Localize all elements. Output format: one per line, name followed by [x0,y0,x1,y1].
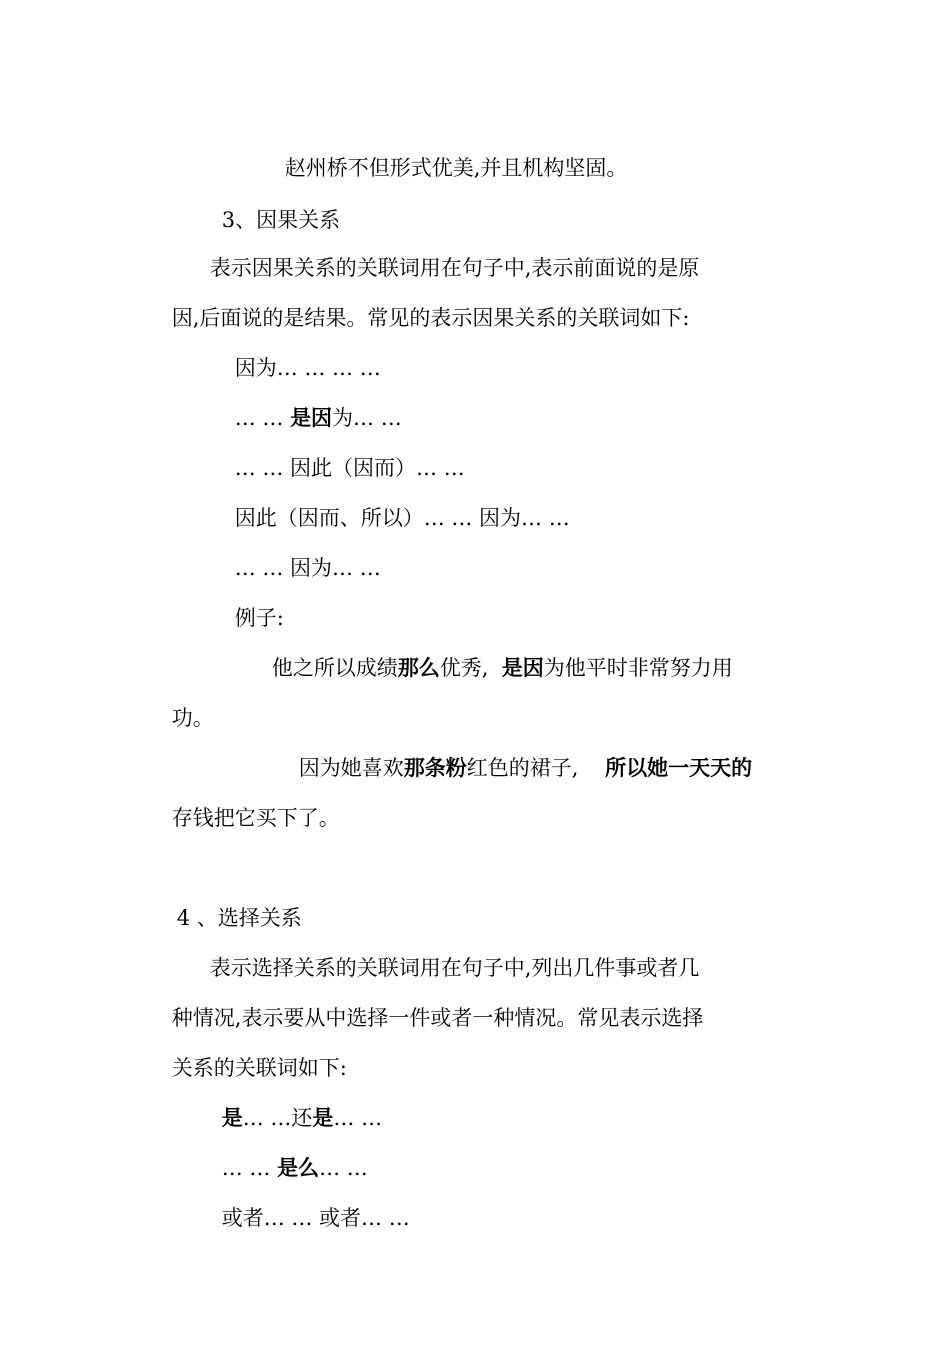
paragraph-choice-line-2: 种情况,表示要从中选择一件或者一种情况。常见表示选择 [171,1006,704,1030]
conjunction-pattern-3: … … 因此（因而）… … [234,456,465,480]
conjunction-pattern-5: … … 因为… … [234,556,381,580]
examples-label: 例子: [234,606,284,630]
choice-pattern-3: 或者… … 或者… … [221,1206,410,1230]
paragraph-choice-line-3: 关系的关联词如下: [171,1056,347,1080]
choice-pattern-2: … … 是么… … [221,1156,368,1180]
conjunction-pattern-4: 因此（因而、所以）… … 因为… … [234,506,570,530]
section-heading-choice: 4 、选择关系 [176,906,302,930]
example-sentence-2-line-1: 因为她喜欢那条粉红色的裙子, 所以她一天天的 [298,756,753,780]
paragraph-causal-line-1: 表示因果关系的关联词用在句子中,表示前面说的是原 [209,256,700,280]
example-sentence-1-line-1: 他之所以成绩那么优秀, 是因为他平时非常努力用 [271,656,733,680]
example-sentence-zhaozhou-bridge: 赵州桥不但形式优美,并且机构坚固。 [284,156,628,180]
example-sentence-2-line-2: 存钱把它买下了。 [171,806,340,830]
paragraph-causal-line-2: 因,后面说的是结果。常见的表示因果关系的关联词如下: [171,306,690,330]
conjunction-pattern-1: 因为… … … … [234,356,381,380]
choice-pattern-1: 是… …还是… … [221,1106,383,1130]
paragraph-choice-line-1: 表示选择关系的关联词用在句子中,列出几件事或者几 [209,956,700,980]
example-sentence-1-line-2: 功。 [171,706,214,730]
conjunction-pattern-2: … … 是因为… … [234,406,402,430]
section-heading-causal: 3、因果关系 [221,208,341,232]
